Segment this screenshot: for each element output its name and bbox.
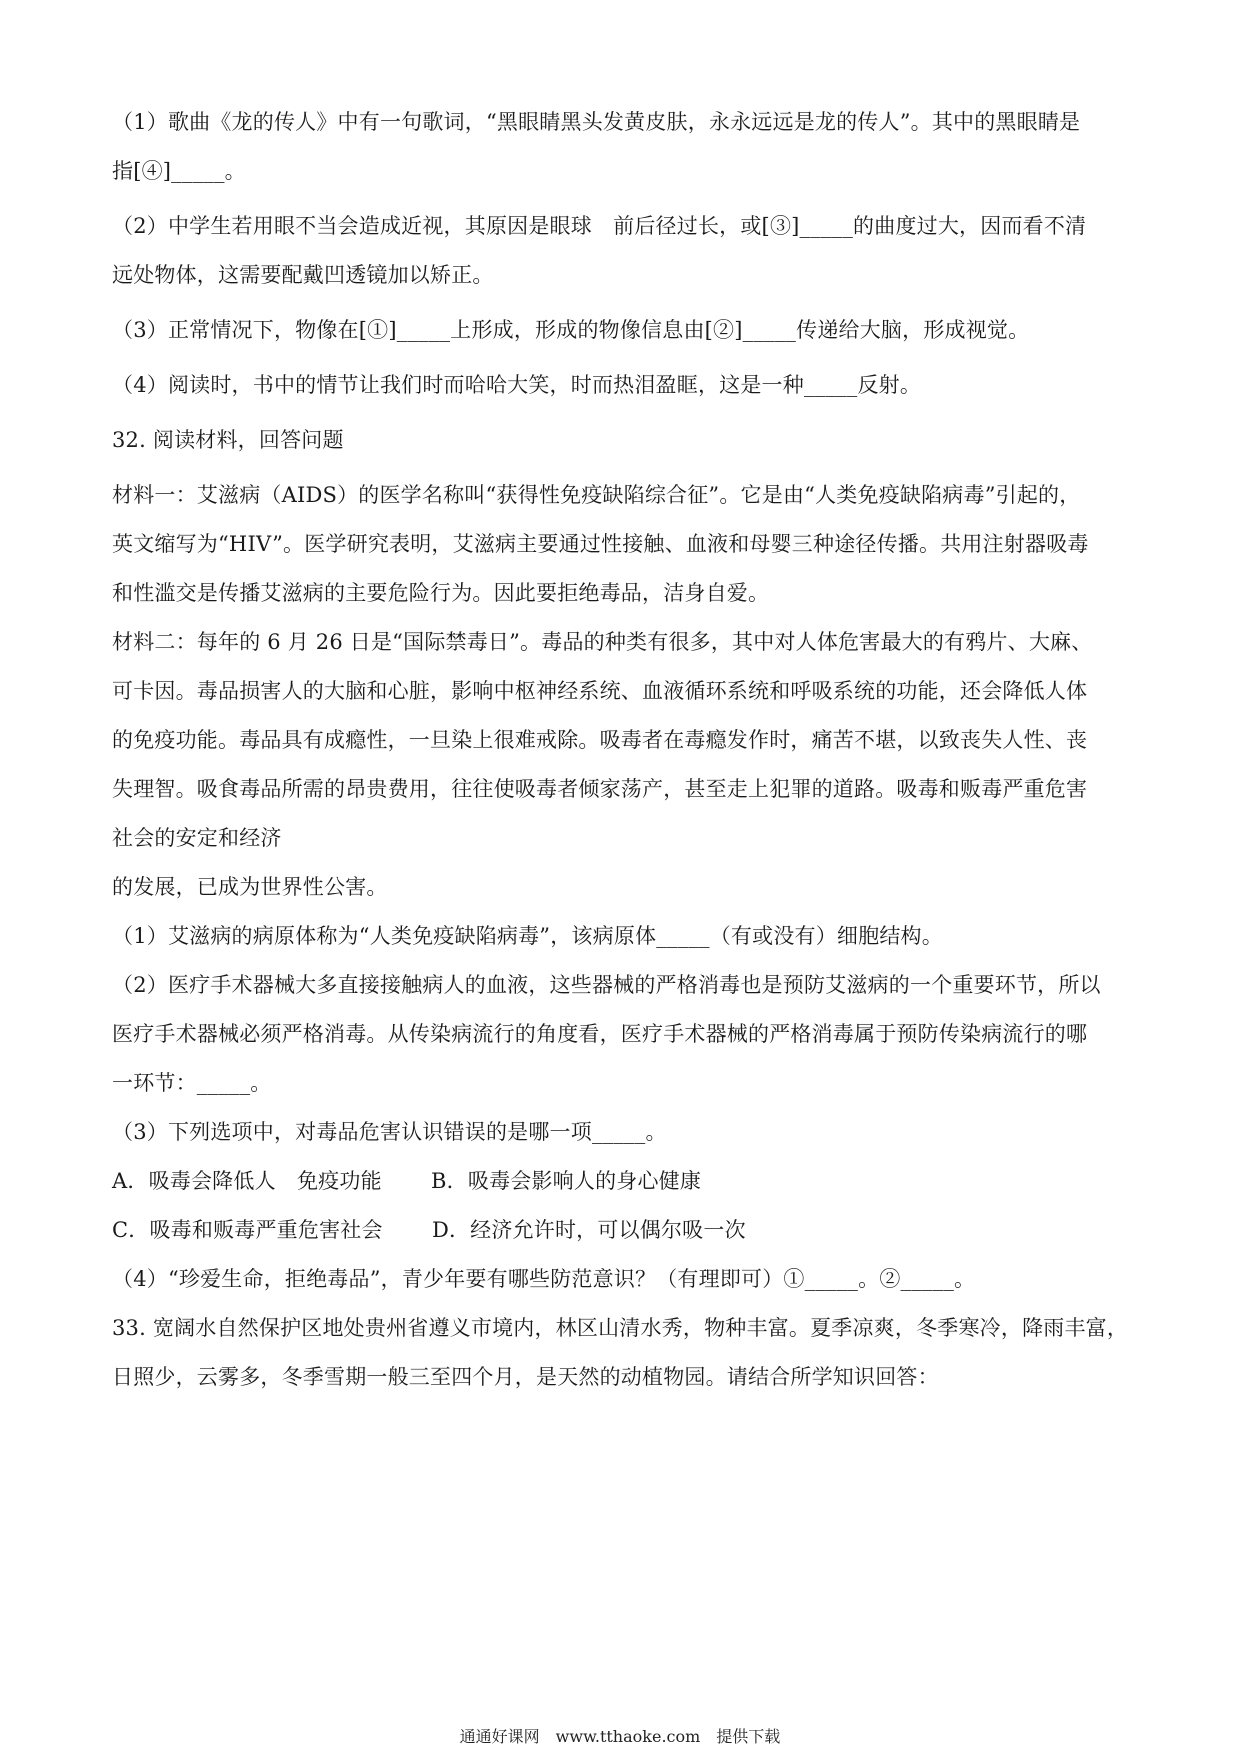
material-1-line1: 材料一：艾滋病（AIDS）的医学名称叫“获得性免疫缺陷综合征”。它是由“人类免疫缺陷病毒”引起的，: [112, 483, 1081, 507]
q31-3-line: （3）正常情况下，物像在[①]_____上形成，形成的物像信息由[②]_____传递给大脑，形成视觉。: [112, 318, 1030, 342]
q31-1-line2: 指[④]_____。: [112, 159, 246, 183]
material-2-line5: 社会的安定和经济: [112, 826, 282, 850]
material-2-line3: 的免疫功能。毒品具有成瘾性，一旦染上很难戒除。吸毒者在毒瘾发作时，痛苦不堪，以致丧失人性、丧: [112, 728, 1088, 752]
q32-heading: 32. 阅读材料，回答问题: [112, 428, 344, 452]
document-body: [112, 98, 1132, 1402]
q31-1-line1: （1）歌曲《龙的传人》中有一句歌词，“黑眼睛黑头发黄皮肤，永永远远是龙的传人”。其中的黑眼睛是: [112, 110, 1081, 134]
material-1-line2: 英文缩写为“HIV”。医学研究表明，艾滋病主要通过性接触、血液和母婴三种途径传播。共用注射器吸毒: [112, 532, 1089, 556]
q32-2-line2: 医疗手术器械必须严格消毒。从传染病流行的角度看，医疗手术器械的严格消毒属于预防传染病流行的哪: [112, 1022, 1088, 1046]
material-1-line3: 和性滥交是传播艾滋病的主要危险行为。因此要拒绝毒品，洁身自爱。: [112, 581, 770, 605]
q33-line2: 日照少，云雾多，冬季雪期一般三至四个月，是天然的动植物园。请结合所学知识回答：: [112, 1365, 939, 1389]
material-2-line1: 材料二：每年的 6 月 26 日是“国际禁毒日”。毒品的种类有很多，其中对人体危害最大的有鸦片、大麻、: [112, 630, 1093, 654]
q32-1-line: （1）艾滋病的病原体称为“人类免疫缺陷病毒”，该病原体_____（有或没有）细胞结构。: [112, 924, 943, 948]
q32-2-line3: 一环节：_____。: [112, 1071, 272, 1095]
q32-4-line: （4）“珍爱生命，拒绝毒品”，青少年要有哪些防范意识？（有理即可）①_____。②_____。: [112, 1267, 976, 1291]
q33-line1: 33. 宽阔水自然保护区地处贵州省遵义市境内，林区山清水秀，物种丰富。夏季凉爽，冬季寒冷，降雨丰富，: [112, 1316, 1129, 1340]
q32-3-options-cd: C．吸毒和贩毒严重危害社会 D．经济允许时，可以偶尔吸一次: [112, 1218, 746, 1242]
material-2-line4: 失理智。吸食毒品所需的昂贵费用，往往使吸毒者倾家荡产，甚至走上犯罪的道路。吸毒和贩毒严重危害: [112, 777, 1088, 801]
q31-2-line2: 远处物体，这需要配戴凹透镜加以矫正。: [112, 263, 494, 287]
material-2-line6: 的发展，已成为世界性公害。: [112, 875, 388, 899]
q31-4-line: （4）阅读时，书中的情节让我们时而哈哈大笑，时而热泪盈眶，这是一种_____反射。: [112, 373, 922, 397]
q32-3-line: （3）下列选项中，对毒品危害认识错误的是哪一项_____。: [112, 1120, 667, 1144]
page-footer: 通通好课网 www.tthaoke.com 提供下载: [459, 1727, 781, 1746]
q31-2-line1: （2）中学生若用眼不当会造成近视，其原因是眼球 前后径过长，或[③]_____的曲度过大，因而看不清: [112, 214, 1087, 238]
q32-3-options-ab: A．吸毒会降低人 免疫功能 B．吸毒会影响人的身心健康: [112, 1169, 702, 1193]
q32-2-line1: （2）医疗手术器械大多直接接触病人的血液，这些器械的严格消毒也是预防艾滋病的一个重要环节，所以: [112, 973, 1101, 997]
material-2-line2: 可卡因。毒品损害人的大脑和心脏，影响中枢神经系统、血液循环系统和呼吸系统的功能，还会降低人体: [112, 679, 1088, 703]
